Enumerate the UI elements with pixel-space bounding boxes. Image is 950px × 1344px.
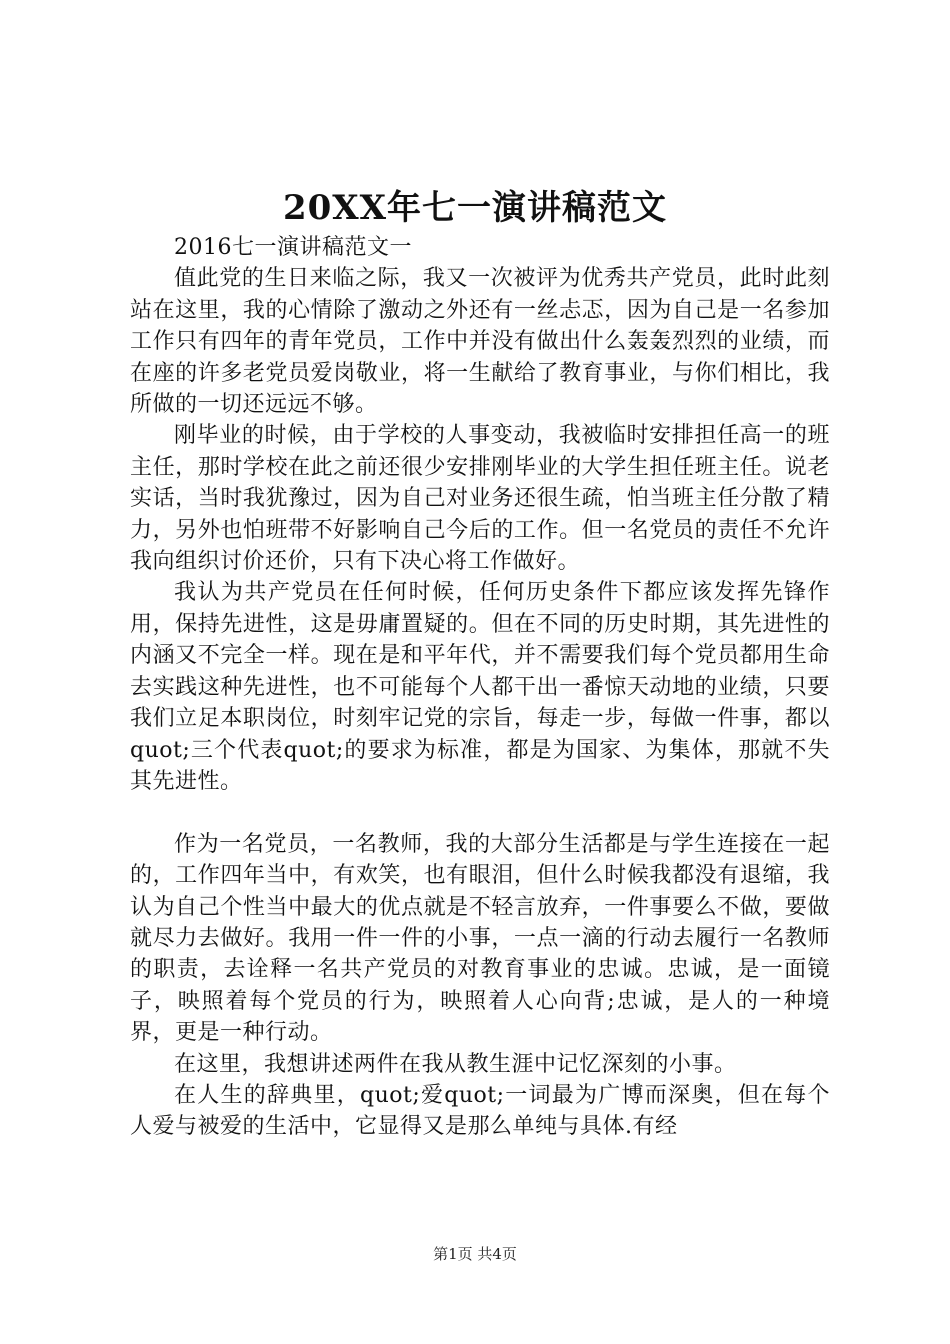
paragraph: 刚毕业的时候，由于学校的人事变动，我被临时安排担任高一的班主任，那时学校在此之前还很少安排刚毕业的大学生担任班主任。说老实话，当时我犹豫过，因为自己对业务还很生疏，怕当班主任分散了精力，另外也怕班带不好影响自己今后的工作。但一名党员的责任不允许我向组织讨价还价，只有下决心将工作做好。 (130, 423, 830, 575)
paragraph: 我认为共产党员在任何时候，任何历史条件下都应该发挥先锋作用，保持先进性，这是毋庸置疑的。但在不同的历史时期，其先进性的内涵又不完全一样。现在是和平年代，并不需要我们每个党员都用生命去实践这种先进性，也不可能每个人都干出一番惊天动地的业绩，只要我们立足本职岗位，时刻牢记党的宗旨，每走一步，每做一件事，都以quot;三个代表quot;的要求为标准，都是为国家、为集体，那就不失其先进性。 (130, 580, 830, 794)
paragraph: 作为一名党员，一名教师，我的大部分生活都是与学生连接在一起的，工作四年当中，有欢笑，也有眼泪，但什么时候我都没有退缩，我认为自己个性当中最大的优点就是不轻言放弃，一件事要么不做，要做就尽力去做好。我用一件一件的小事，一点一滴的行动去履行一名教师的职责，去诠释一名共产党员的对教育事业的忠诚。忠诚，是一面镜子，映照着每个党员的行为，映照着人心向背;忠诚，是人的一种境界，更是一种行动。 (130, 831, 830, 1046)
document-body (130, 232, 830, 1143)
document-title: 20XX年七一演讲稿范文 (282, 188, 668, 228)
paragraph: 在人生的辞典里，quot;爱quot;一词最为广博而深奥，但在每个人爱与被爱的生活中，它显得又是那么单纯与具体.有经 (130, 1082, 830, 1140)
paragraph-subtitle: 2016七一演讲稿范文一 (174, 235, 412, 260)
paragraph: 在这里，我想讲述两件在我从教生涯中记忆深刻的小事。 (174, 1051, 737, 1077)
page-indicator: 第1页 共4页 (433, 1245, 517, 1263)
paragraph: 值此党的生日来临之际，我又一次被评为优秀共产党员，此时此刻站在这里，我的心情除了激动之外还有一丝忐忑，因为自己是一名参加工作只有四年的青年党员，工作中并没有做出什么轰轰烈烈的业绩，而在座的许多老党员爱岗敬业，将一生献给了教育事业，与你们相比，我所做的一切还远远不够。 (130, 266, 830, 418)
